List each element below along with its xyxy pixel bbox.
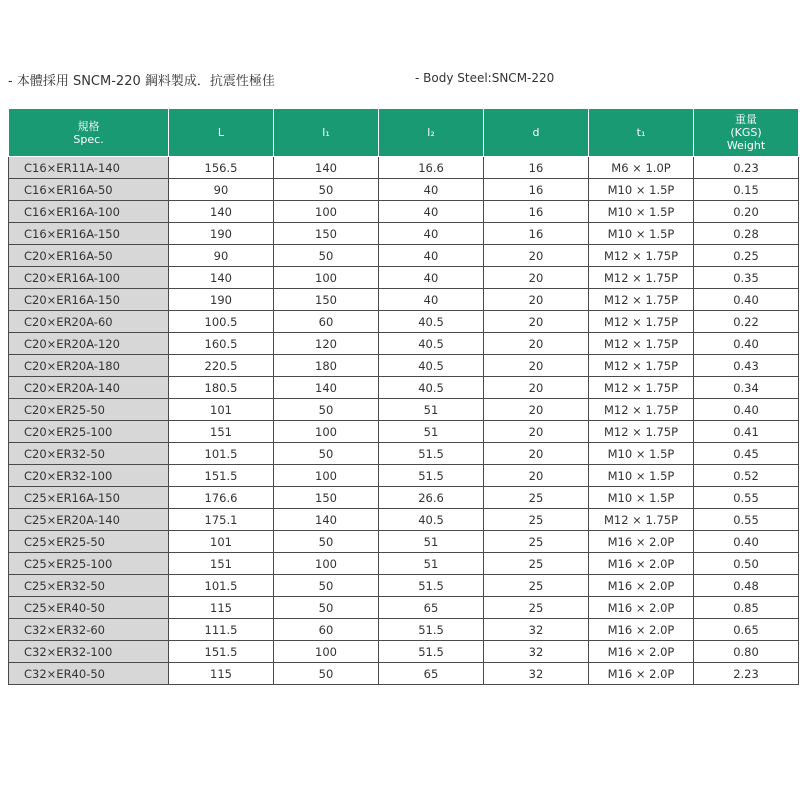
- cell-d: 32: [484, 641, 589, 663]
- cell-L: 101: [169, 399, 274, 421]
- table-row: [9, 443, 799, 465]
- cell-l1: 50: [274, 399, 379, 421]
- cell-L: 151: [169, 421, 274, 443]
- table-row: [9, 223, 799, 245]
- cell-l2: 26.6: [379, 487, 484, 509]
- cell-L: 100.5: [169, 311, 274, 333]
- cell-l1: 150: [274, 289, 379, 311]
- cell-weight: 0.43: [694, 355, 799, 377]
- header-weight-cn: 重量: [735, 113, 757, 126]
- header-d: d: [484, 109, 589, 157]
- cell-d: 20: [484, 465, 589, 487]
- cell-t1: M12 × 1.75P: [589, 509, 694, 531]
- table-row: [9, 465, 799, 487]
- cell-t1: M10 × 1.5P: [589, 201, 694, 223]
- cell-l1: 140: [274, 377, 379, 399]
- cell-weight: 0.23: [694, 157, 799, 179]
- cell-weight: 0.20: [694, 201, 799, 223]
- cell-d: 25: [484, 531, 589, 553]
- cell-spec: C20×ER20A-180: [9, 355, 169, 377]
- cell-t1: M12 × 1.75P: [589, 289, 694, 311]
- cell-t1: M12 × 1.75P: [589, 355, 694, 377]
- cell-spec: C25×ER20A-140: [9, 509, 169, 531]
- cell-spec: C20×ER32-100: [9, 465, 169, 487]
- cell-t1: M12 × 1.75P: [589, 333, 694, 355]
- spec-table-body: [9, 157, 799, 685]
- cell-weight: 0.85: [694, 597, 799, 619]
- cell-l1: 50: [274, 575, 379, 597]
- cell-t1: M10 × 1.5P: [589, 487, 694, 509]
- cell-l1: 180: [274, 355, 379, 377]
- header-weight-unit: (KGS): [730, 126, 762, 139]
- cell-d: 16: [484, 179, 589, 201]
- cell-d: 20: [484, 377, 589, 399]
- cell-spec: C20×ER16A-150: [9, 289, 169, 311]
- cell-L: 90: [169, 245, 274, 267]
- cell-L: 101.5: [169, 443, 274, 465]
- cell-weight: 0.55: [694, 487, 799, 509]
- cell-l1: 50: [274, 597, 379, 619]
- cell-l2: 40.5: [379, 311, 484, 333]
- cell-t1: M12 × 1.75P: [589, 377, 694, 399]
- cell-weight: 0.25: [694, 245, 799, 267]
- table-row: [9, 289, 799, 311]
- cell-spec: C20×ER20A-140: [9, 377, 169, 399]
- header-t1: t₁: [589, 109, 694, 157]
- table-row: [9, 619, 799, 641]
- cell-L: 101: [169, 531, 274, 553]
- cell-d: 25: [484, 487, 589, 509]
- cell-spec: C16×ER16A-150: [9, 223, 169, 245]
- cell-d: 32: [484, 619, 589, 641]
- cell-l1: 60: [274, 619, 379, 641]
- cell-d: 20: [484, 267, 589, 289]
- cell-d: 16: [484, 223, 589, 245]
- cell-spec: C25×ER25-100: [9, 553, 169, 575]
- table-row: [9, 399, 799, 421]
- spec-table-header: [9, 109, 799, 157]
- cell-l2: 40.5: [379, 355, 484, 377]
- cell-l1: 150: [274, 487, 379, 509]
- cell-l2: 40.5: [379, 333, 484, 355]
- table-row: [9, 355, 799, 377]
- cell-L: 101.5: [169, 575, 274, 597]
- cell-l1: 120: [274, 333, 379, 355]
- cell-l2: 65: [379, 597, 484, 619]
- table-row: [9, 377, 799, 399]
- cell-t1: M12 × 1.75P: [589, 399, 694, 421]
- cell-l1: 100: [274, 267, 379, 289]
- cell-L: 140: [169, 201, 274, 223]
- header-weight: [694, 109, 799, 157]
- cell-L: 180.5: [169, 377, 274, 399]
- cell-d: 16: [484, 157, 589, 179]
- cell-spec: C20×ER20A-120: [9, 333, 169, 355]
- header-weight-en: Weight: [726, 139, 766, 152]
- cell-l1: 100: [274, 641, 379, 663]
- cell-spec: C20×ER16A-100: [9, 267, 169, 289]
- cell-spec: C20×ER20A-60: [9, 311, 169, 333]
- cell-l2: 51: [379, 399, 484, 421]
- cell-l1: 100: [274, 553, 379, 575]
- cell-spec: C20×ER16A-50: [9, 245, 169, 267]
- cell-weight: 0.40: [694, 531, 799, 553]
- cell-weight: 0.55: [694, 509, 799, 531]
- header-L: L: [169, 109, 274, 157]
- cell-l1: 50: [274, 179, 379, 201]
- cell-weight: 0.28: [694, 223, 799, 245]
- cell-L: 175.1: [169, 509, 274, 531]
- cell-t1: M10 × 1.5P: [589, 223, 694, 245]
- cell-l2: 51.5: [379, 443, 484, 465]
- cell-weight: 0.40: [694, 399, 799, 421]
- cell-l2: 40: [379, 223, 484, 245]
- table-row: [9, 575, 799, 597]
- table-row: [9, 509, 799, 531]
- cell-weight: 0.22: [694, 311, 799, 333]
- cell-weight: 0.34: [694, 377, 799, 399]
- cell-L: 90: [169, 179, 274, 201]
- cell-t1: M16 × 2.0P: [589, 531, 694, 553]
- cell-t1: M16 × 2.0P: [589, 597, 694, 619]
- cell-l1: 50: [274, 443, 379, 465]
- cell-spec: C16×ER11A-140: [9, 157, 169, 179]
- cell-L: 190: [169, 223, 274, 245]
- cell-l2: 40.5: [379, 509, 484, 531]
- header-spec-en: Spec.: [73, 132, 104, 146]
- cell-t1: M10 × 1.5P: [589, 179, 694, 201]
- cell-d: 32: [484, 663, 589, 685]
- cell-weight: 0.80: [694, 641, 799, 663]
- header-spec-cn: 規格: [77, 119, 100, 133]
- cell-spec: C32×ER32-100: [9, 641, 169, 663]
- cell-d: 25: [484, 553, 589, 575]
- cell-d: 20: [484, 421, 589, 443]
- table-row: [9, 267, 799, 289]
- cell-t1: M16 × 2.0P: [589, 619, 694, 641]
- cell-weight: 0.15: [694, 179, 799, 201]
- cell-l1: 140: [274, 509, 379, 531]
- cell-L: 190: [169, 289, 274, 311]
- material-note-english: - Body Steel:SNCM-220: [415, 71, 555, 85]
- cell-weight: 0.35: [694, 267, 799, 289]
- cell-t1: M10 × 1.5P: [589, 443, 694, 465]
- cell-d: 16: [484, 201, 589, 223]
- cell-d: 20: [484, 399, 589, 421]
- cell-d: 20: [484, 289, 589, 311]
- cell-t1: M16 × 2.0P: [589, 663, 694, 685]
- cell-spec: C32×ER40-50: [9, 663, 169, 685]
- cell-t1: M12 × 1.75P: [589, 421, 694, 443]
- cell-weight: 2.23: [694, 663, 799, 685]
- cell-t1: M10 × 1.5P: [589, 465, 694, 487]
- cell-t1: M12 × 1.75P: [589, 311, 694, 333]
- cell-l1: 100: [274, 465, 379, 487]
- cell-l2: 16.6: [379, 157, 484, 179]
- cell-spec: C20×ER25-50: [9, 399, 169, 421]
- cell-l1: 100: [274, 421, 379, 443]
- cell-l2: 51.5: [379, 619, 484, 641]
- table-row: [9, 157, 799, 179]
- table-row: [9, 531, 799, 553]
- cell-l2: 40: [379, 267, 484, 289]
- cell-L: 151.5: [169, 465, 274, 487]
- cell-spec: C25×ER25-50: [9, 531, 169, 553]
- cell-L: 115: [169, 663, 274, 685]
- table-row: [9, 663, 799, 685]
- cell-l2: 40.5: [379, 377, 484, 399]
- cell-d: 20: [484, 355, 589, 377]
- cell-L: 176.6: [169, 487, 274, 509]
- cell-t1: M12 × 1.75P: [589, 267, 694, 289]
- cell-l2: 51.5: [379, 575, 484, 597]
- cell-l2: 40: [379, 179, 484, 201]
- cell-l1: 100: [274, 201, 379, 223]
- cell-spec: C25×ER16A-150: [9, 487, 169, 509]
- table-row: [9, 245, 799, 267]
- cell-L: 111.5: [169, 619, 274, 641]
- cell-t1: M16 × 2.0P: [589, 575, 694, 597]
- cell-l2: 40: [379, 289, 484, 311]
- header-l2: l₂: [379, 109, 484, 157]
- cell-L: 140: [169, 267, 274, 289]
- cell-L: 151: [169, 553, 274, 575]
- table-row: [9, 179, 799, 201]
- cell-weight: 0.45: [694, 443, 799, 465]
- cell-weight: 0.50: [694, 553, 799, 575]
- cell-d: 20: [484, 443, 589, 465]
- spec-table: [8, 108, 799, 685]
- table-row: [9, 487, 799, 509]
- header-l1: l₁: [274, 109, 379, 157]
- cell-weight: 0.65: [694, 619, 799, 641]
- cell-l2: 51: [379, 553, 484, 575]
- cell-t1: M16 × 2.0P: [589, 641, 694, 663]
- cell-l2: 65: [379, 663, 484, 685]
- table-row: [9, 201, 799, 223]
- cell-L: 220.5: [169, 355, 274, 377]
- cell-weight: 0.40: [694, 333, 799, 355]
- cell-l1: 150: [274, 223, 379, 245]
- cell-L: 156.5: [169, 157, 274, 179]
- cell-spec: C16×ER16A-100: [9, 201, 169, 223]
- cell-l1: 50: [274, 663, 379, 685]
- cell-d: 20: [484, 311, 589, 333]
- cell-weight: 0.41: [694, 421, 799, 443]
- cell-l2: 40: [379, 201, 484, 223]
- table-row: [9, 597, 799, 619]
- cell-L: 160.5: [169, 333, 274, 355]
- cell-L: 151.5: [169, 641, 274, 663]
- cell-weight: 0.52: [694, 465, 799, 487]
- cell-d: 25: [484, 575, 589, 597]
- cell-l2: 51: [379, 421, 484, 443]
- cell-l1: 60: [274, 311, 379, 333]
- cell-l1: 50: [274, 245, 379, 267]
- cell-spec: C25×ER32-50: [9, 575, 169, 597]
- cell-l1: 50: [274, 531, 379, 553]
- cell-d: 20: [484, 245, 589, 267]
- cell-L: 115: [169, 597, 274, 619]
- cell-t1: M12 × 1.75P: [589, 245, 694, 267]
- cell-spec: C20×ER25-100: [9, 421, 169, 443]
- cell-l2: 51: [379, 531, 484, 553]
- cell-d: 25: [484, 597, 589, 619]
- table-row: [9, 641, 799, 663]
- cell-weight: 0.48: [694, 575, 799, 597]
- cell-spec: C20×ER32-50: [9, 443, 169, 465]
- cell-spec: C25×ER40-50: [9, 597, 169, 619]
- cell-spec: C16×ER16A-50: [9, 179, 169, 201]
- cell-t1: M16 × 2.0P: [589, 553, 694, 575]
- table-row: [9, 311, 799, 333]
- cell-d: 25: [484, 509, 589, 531]
- cell-d: 20: [484, 333, 589, 355]
- cell-l2: 51.5: [379, 465, 484, 487]
- cell-spec: C32×ER32-60: [9, 619, 169, 641]
- table-row: [9, 421, 799, 443]
- table-row: [9, 553, 799, 575]
- table-row: [9, 333, 799, 355]
- cell-l2: 40: [379, 245, 484, 267]
- cell-l2: 51.5: [379, 641, 484, 663]
- cell-l1: 140: [274, 157, 379, 179]
- header-spec: [9, 109, 169, 157]
- cell-t1: M6 × 1.0P: [589, 157, 694, 179]
- material-note-chinese: - 本體採用 SNCM-220 鋼料製成．抗震性極佳: [8, 74, 275, 89]
- cell-weight: 0.40: [694, 289, 799, 311]
